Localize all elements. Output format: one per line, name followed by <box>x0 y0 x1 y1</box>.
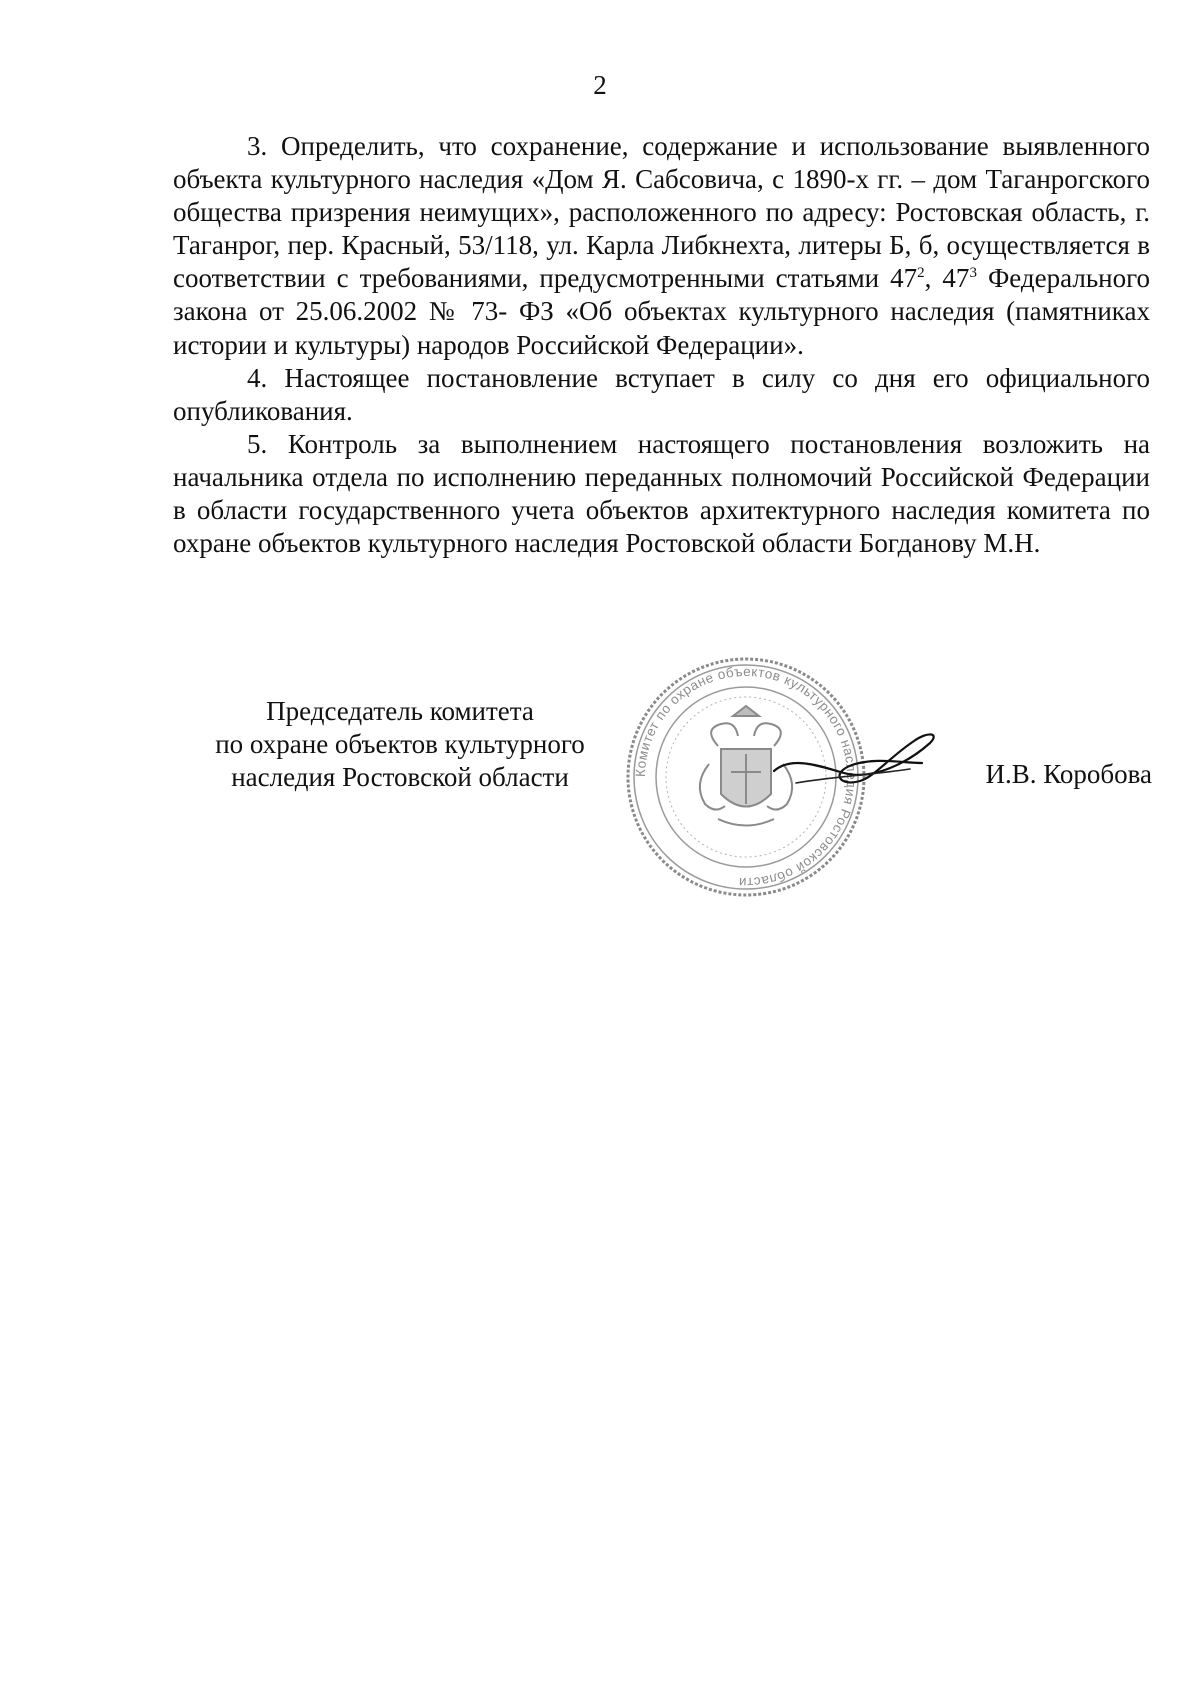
paragraph-3-text-c: Федерального закона от 25.06.2002 № 73- ФЗ «Об объектах культурного наследия (памятниках истории и культуры) народов Российской Федерации». <box>173 263 1150 360</box>
superscript-3: 3 <box>969 265 977 282</box>
superscript-2: 2 <box>917 265 925 282</box>
page-number: 2 <box>593 70 607 100</box>
signatory-position-line-2: по охране объектов культурного <box>215 729 585 759</box>
signatory-name: И.В. Коробова <box>985 759 1152 789</box>
signatory-position-line-3: наследия Ростовской области <box>231 762 569 792</box>
signatory-position-line-1: Председатель комитета <box>266 696 534 726</box>
paragraph-5: 5. Контроль за выполнением настоящего постановления возложить на начальника отдела по исполнению переданных полномочий Российской Федерации в области государственного учета объектов архитектурного наследия комитета по охране объектов культурного наследия Ростовской области Богданову М.Н. <box>173 428 1150 559</box>
paragraph-3-text-b: , 47 <box>924 263 970 294</box>
paragraph-3 <box>173 130 1150 362</box>
paragraph-3-text-a: 3. Определить, что сохранение, содержание и использование выявленного объекта культурного наследия «Дом Я. Сабсовича, с 1890-х гг. – дом Таганрогского общества призрения неимущих», расположенного по адресу: Ростовская область, г. Таганрог, пер. Красный, 53/118, ул. Карла Либкнехта, литеры Б, б, осуществляется в соответствии с требованиями, предусмотренными статьями 47 <box>173 131 1150 294</box>
stamp-ring-text: Комитет по охране объектов культурного наследия Ростовской области <box>632 663 860 891</box>
signatory-position <box>180 695 620 794</box>
document-body <box>173 130 1150 560</box>
handwritten-signature <box>770 725 940 795</box>
paragraph-4: 4. Настоящее постановление вступает в силу со дня его официального опубликования. <box>173 362 1150 426</box>
